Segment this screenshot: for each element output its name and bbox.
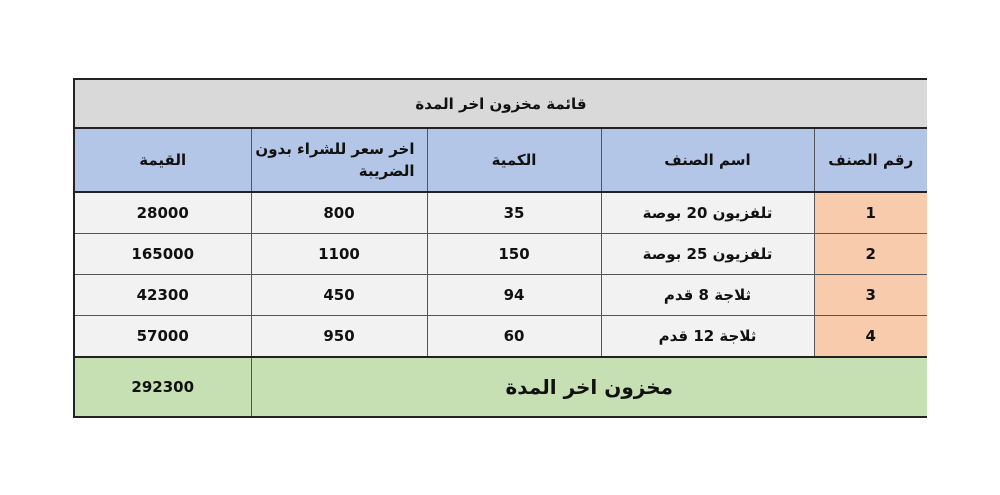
header-row <box>74 128 927 192</box>
cell-last-price: 800 <box>251 192 427 234</box>
inventory-sheet <box>74 78 927 418</box>
total-row <box>74 357 927 417</box>
header-quantity: الكمية <box>427 128 601 192</box>
cell-item-name: ثلاجة 8 قدم <box>601 275 814 316</box>
cell-last-price: 1100 <box>251 234 427 275</box>
header-value: القيمة <box>74 128 251 192</box>
table-row <box>74 192 927 234</box>
cell-item-no: 1 <box>814 192 927 234</box>
cell-value: 57000 <box>74 316 251 358</box>
cell-value: 28000 <box>74 192 251 234</box>
header-last-price: اخر سعر للشراء بدون الضريبة <box>251 128 427 192</box>
table-row <box>74 234 927 275</box>
title-row <box>74 79 927 128</box>
cell-item-no: 3 <box>814 275 927 316</box>
cell-item-no: 2 <box>814 234 927 275</box>
cell-item-name: تلفزيون 25 بوصة <box>601 234 814 275</box>
cell-quantity: 60 <box>427 316 601 358</box>
total-value: 292300 <box>74 357 251 417</box>
header-item-no: رقم الصنف <box>814 128 927 192</box>
header-item-name: اسم الصنف <box>601 128 814 192</box>
cell-item-name: تلفزيون 20 بوصة <box>601 192 814 234</box>
cell-last-price: 950 <box>251 316 427 358</box>
cell-quantity: 35 <box>427 192 601 234</box>
table-row <box>74 275 927 316</box>
cell-value: 42300 <box>74 275 251 316</box>
cell-quantity: 94 <box>427 275 601 316</box>
table-row <box>74 316 927 358</box>
total-label: مخزون اخر المدة <box>251 357 927 417</box>
inventory-table <box>73 78 927 418</box>
cell-value: 165000 <box>74 234 251 275</box>
cell-quantity: 150 <box>427 234 601 275</box>
table-title: قائمة مخزون اخر المدة <box>74 79 927 128</box>
cell-last-price: 450 <box>251 275 427 316</box>
cell-item-name: ثلاجة 12 قدم <box>601 316 814 358</box>
cell-item-no: 4 <box>814 316 927 358</box>
